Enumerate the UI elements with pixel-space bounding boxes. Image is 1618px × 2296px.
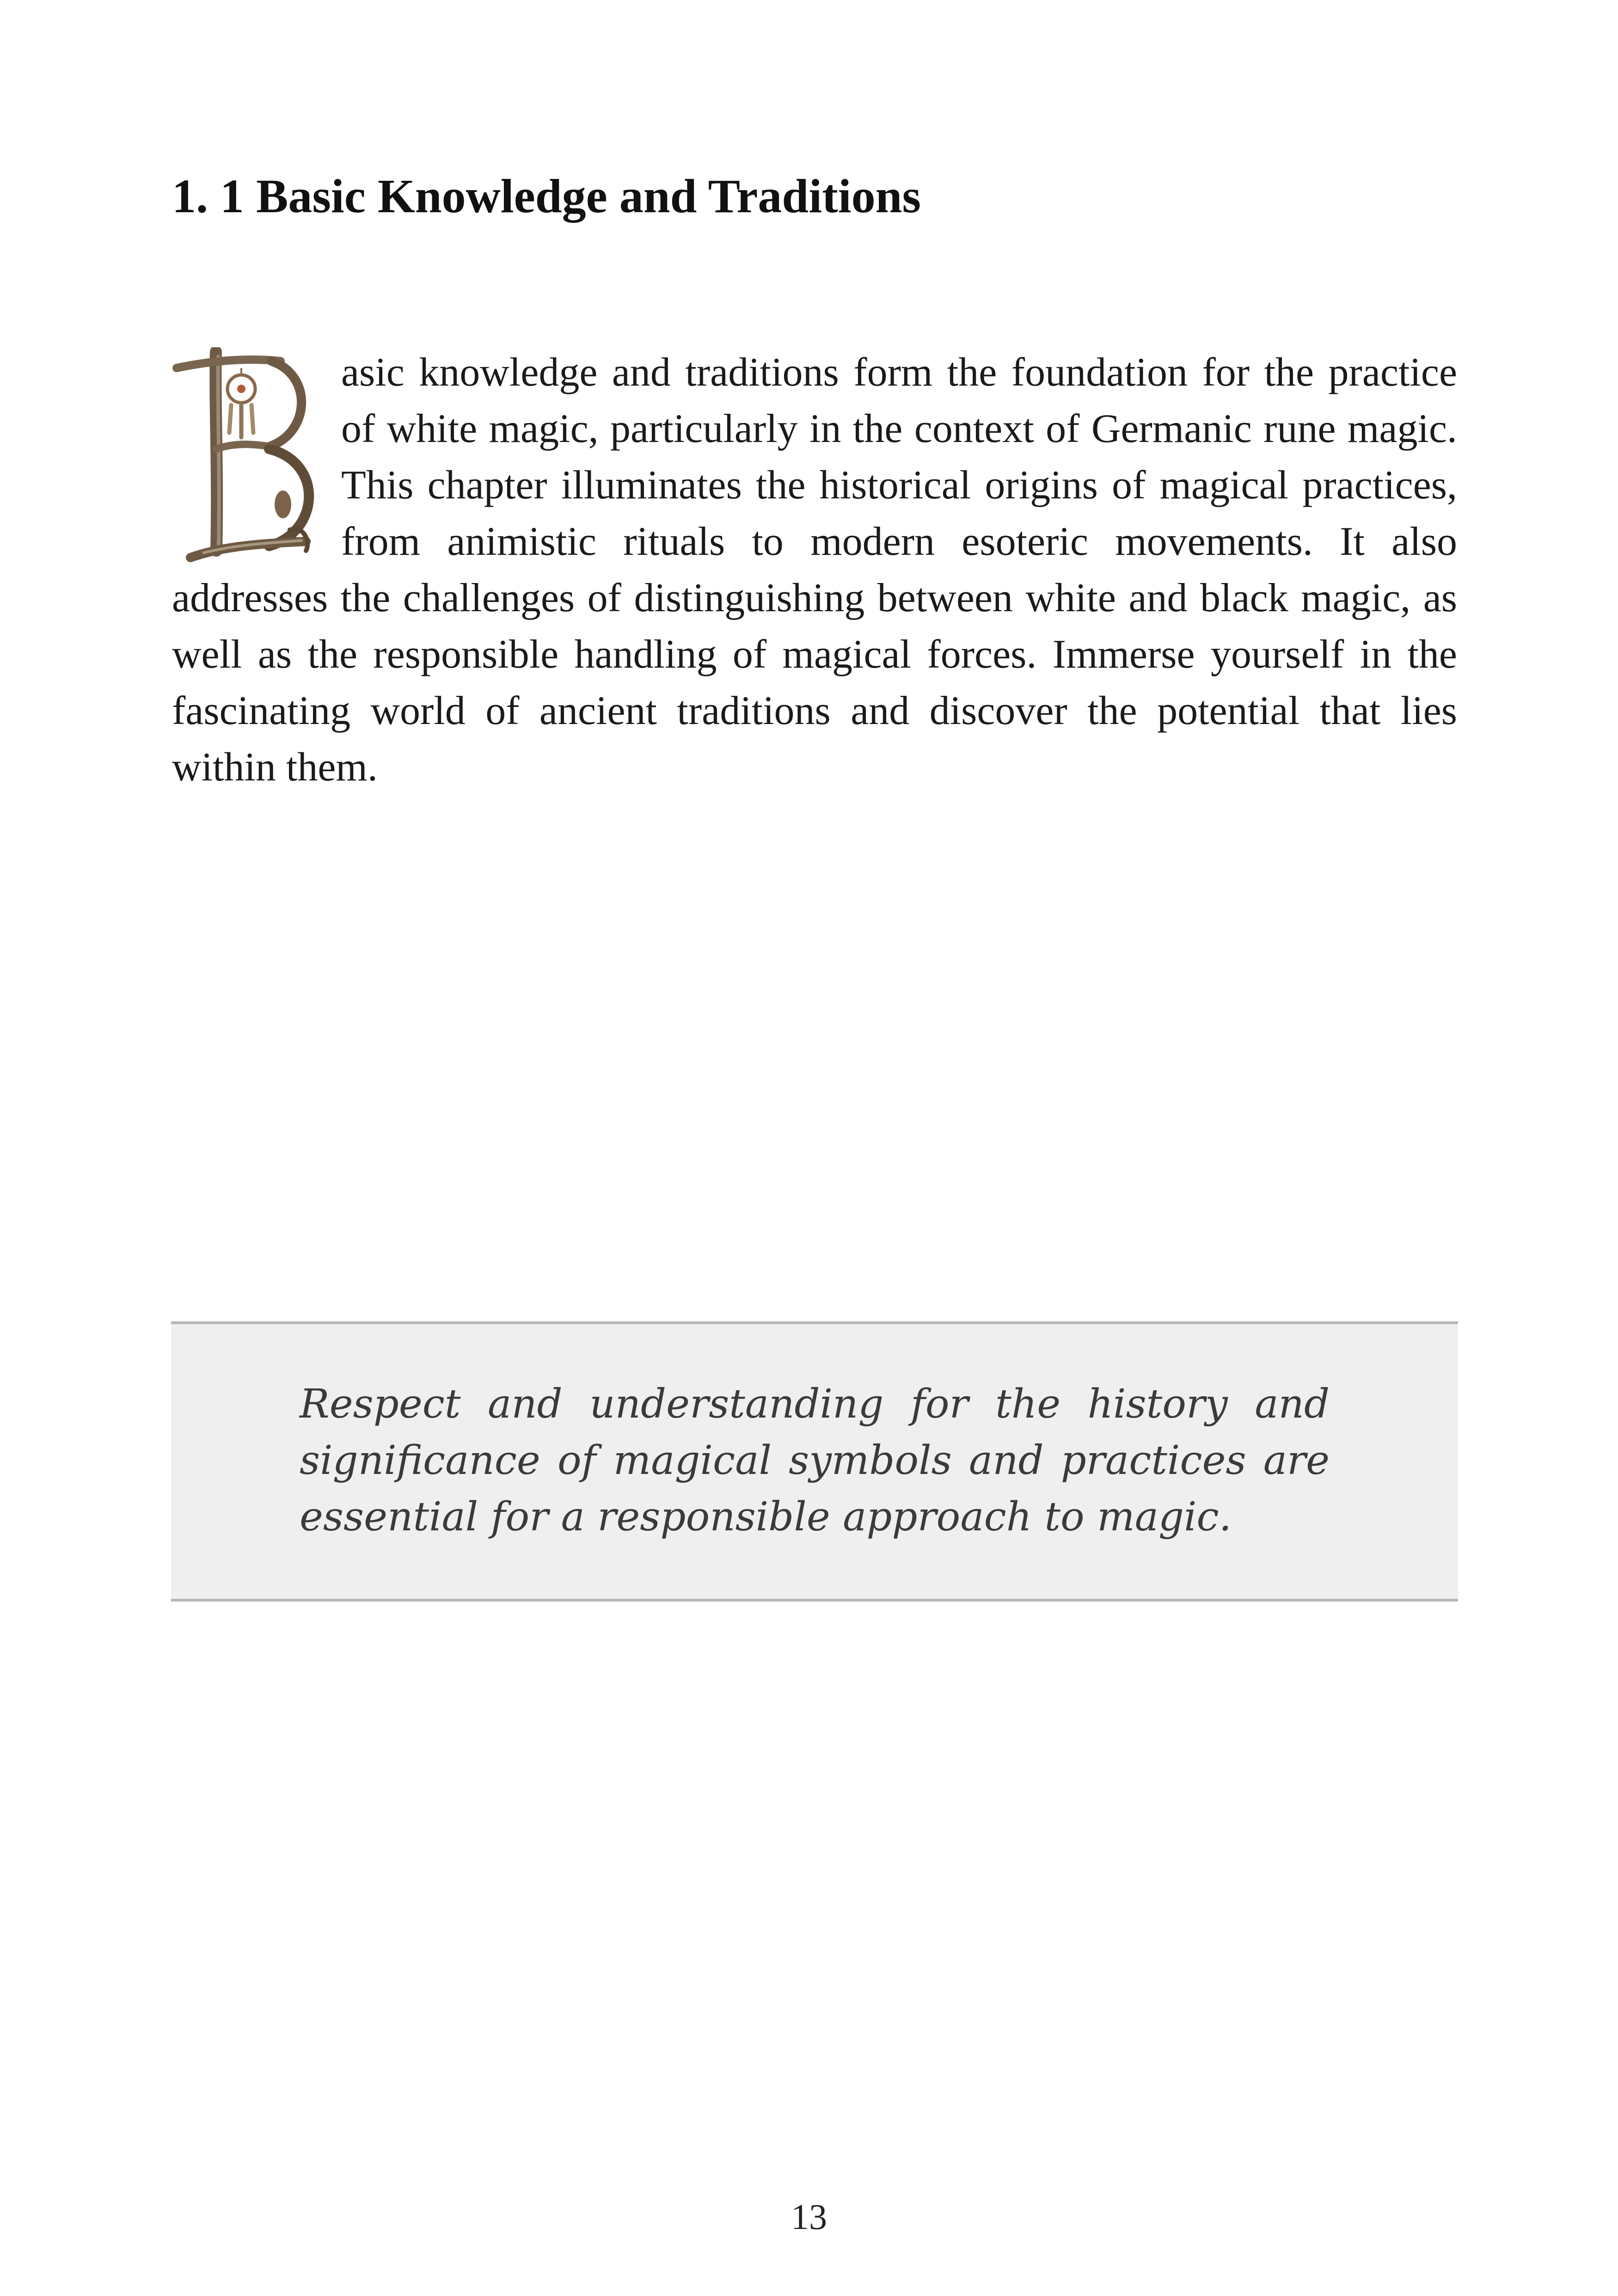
callout-quote: Respect and understanding for the history and significance of magical symbols and practices are essential for a responsible approach to magic. xyxy=(300,1381,1330,1540)
callout-box xyxy=(171,1321,1458,1602)
section-heading: 1. 1 Basic Knowledge and Traditions xyxy=(172,170,921,223)
decorative-dropcap-b-icon xyxy=(172,347,325,565)
intro-paragraph xyxy=(172,344,1457,796)
page-number: 13 xyxy=(791,2197,827,2237)
intro-text: asic knowledge and traditions form the foundation for the practice of white magic, particularly in the context of Germanic rune magic. This chapter illuminates the historical origins of magical practices, from animistic rituals to modern esoteric movements. It also addresses the challenges of distinguishing between white and black magic, as well as the responsible handling of magical forces. Immerse yourself in the fascinating world of ancient traditions and discover the potential that lies within them. xyxy=(172,350,1457,790)
